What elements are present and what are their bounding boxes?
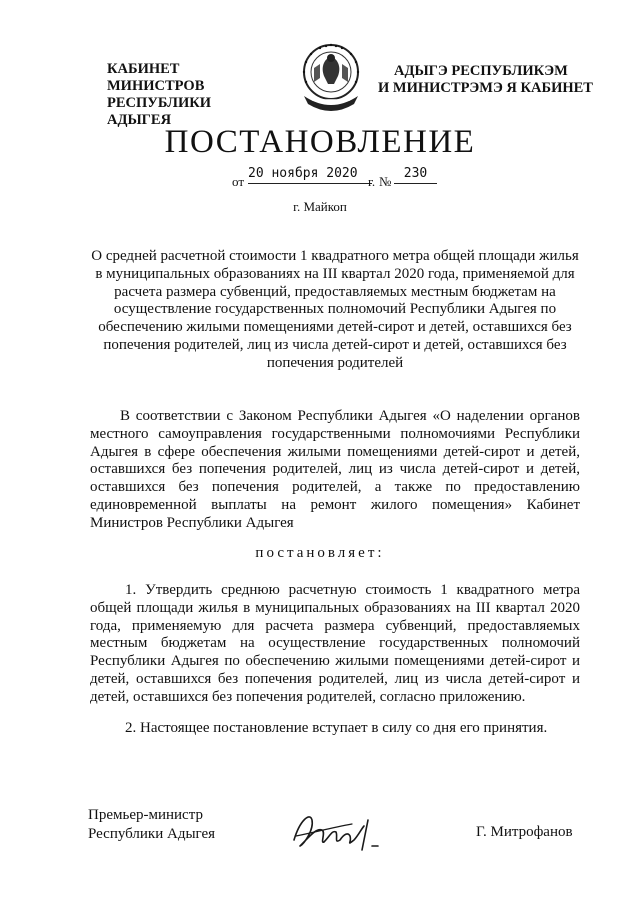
issuer-name-russian [107,61,277,129]
handwritten-signature [286,806,396,856]
decree-word: постановляет: [255,545,385,561]
document-city: г. Майкоп [293,199,347,214]
signatory-name: Г. Митрофанов [476,824,573,840]
preamble-paragraph: В соответствии с Законом Республики Адыгея «О наделении органов местного самоуправления государственными полномочиями Республики Адыгея в сфере обеспечения жилыми помещениями детей-сирот и детей, оставшихся без попечения родителей, лиц из числа детей-сирот и детей, оставшихся без попечения родителей, а также по предоставлению единовременной выплаты на ремонт жилого помещения» Кабинет Министров Республики Адыгея [90,408,580,531]
document-number: 230 [394,166,437,184]
issuer-name-adyghe [378,63,598,97]
signatory-position-line-2: Республики Адыгея [88,826,216,842]
clause-2: 2. Настоящее постановление вступает в силу со дня его принятия. [125,720,548,736]
document-title: ПОСТАНОВЛЕНИЕ [164,124,476,160]
document-subject: О средней расчетной стоимости 1 квадратного метра общей площади жилья в муниципальных образованиях на III квартал 2020 года, применяемой для расчета размера субвенций, предоставляемых местным бюджетам на осуществление государственных полномочий Республики Адыгея по обеспечению жилыми помещениями детей-сирот и детей, оставшихся без попечения родителей, лиц из числа детей-сирот и детей, оставшихся без попечения родителей [91,248,579,371]
document-date: 20 ноября 2020 [248,166,372,184]
issuer-line-1: КАБИНЕТ МИНИСТРОВ [107,61,205,94]
signatory-position [88,806,215,844]
issuer-adyghe-line-2: И МИНИСТРЭМЭ Я КАБИНЕТ [378,80,593,96]
clause-1: 1. Утвердить среднюю расчетную стоимость 1 квадратного метра общей площади жилья в муниципальных образованиях на III квартал 2020 года, применяемую для расчета размера субвенций, предоставляемых местным бюджетам на осуществление государственных полномочий Республики Адыгея по обеспечению жилыми помещениями детей-сирот и детей, оставшихся без попечения родителей, лиц из числа детей-сирот и детей, оставшихся без попечения родителей, согласно приложению. [90,582,580,705]
signatory-position-line-1: Премьер-министр [88,807,203,823]
date-prefix: от [232,174,245,189]
number-label: № [379,174,392,189]
issuer-adyghe-line-1: АДЫГЭ РЕСПУБЛИКЭМ [394,63,568,79]
issuer-line-2: РЕСПУБЛИКИ АДЫГЕЯ [107,95,212,128]
coat-of-arms-icon [290,38,372,120]
date-suffix: г. [368,174,376,189]
